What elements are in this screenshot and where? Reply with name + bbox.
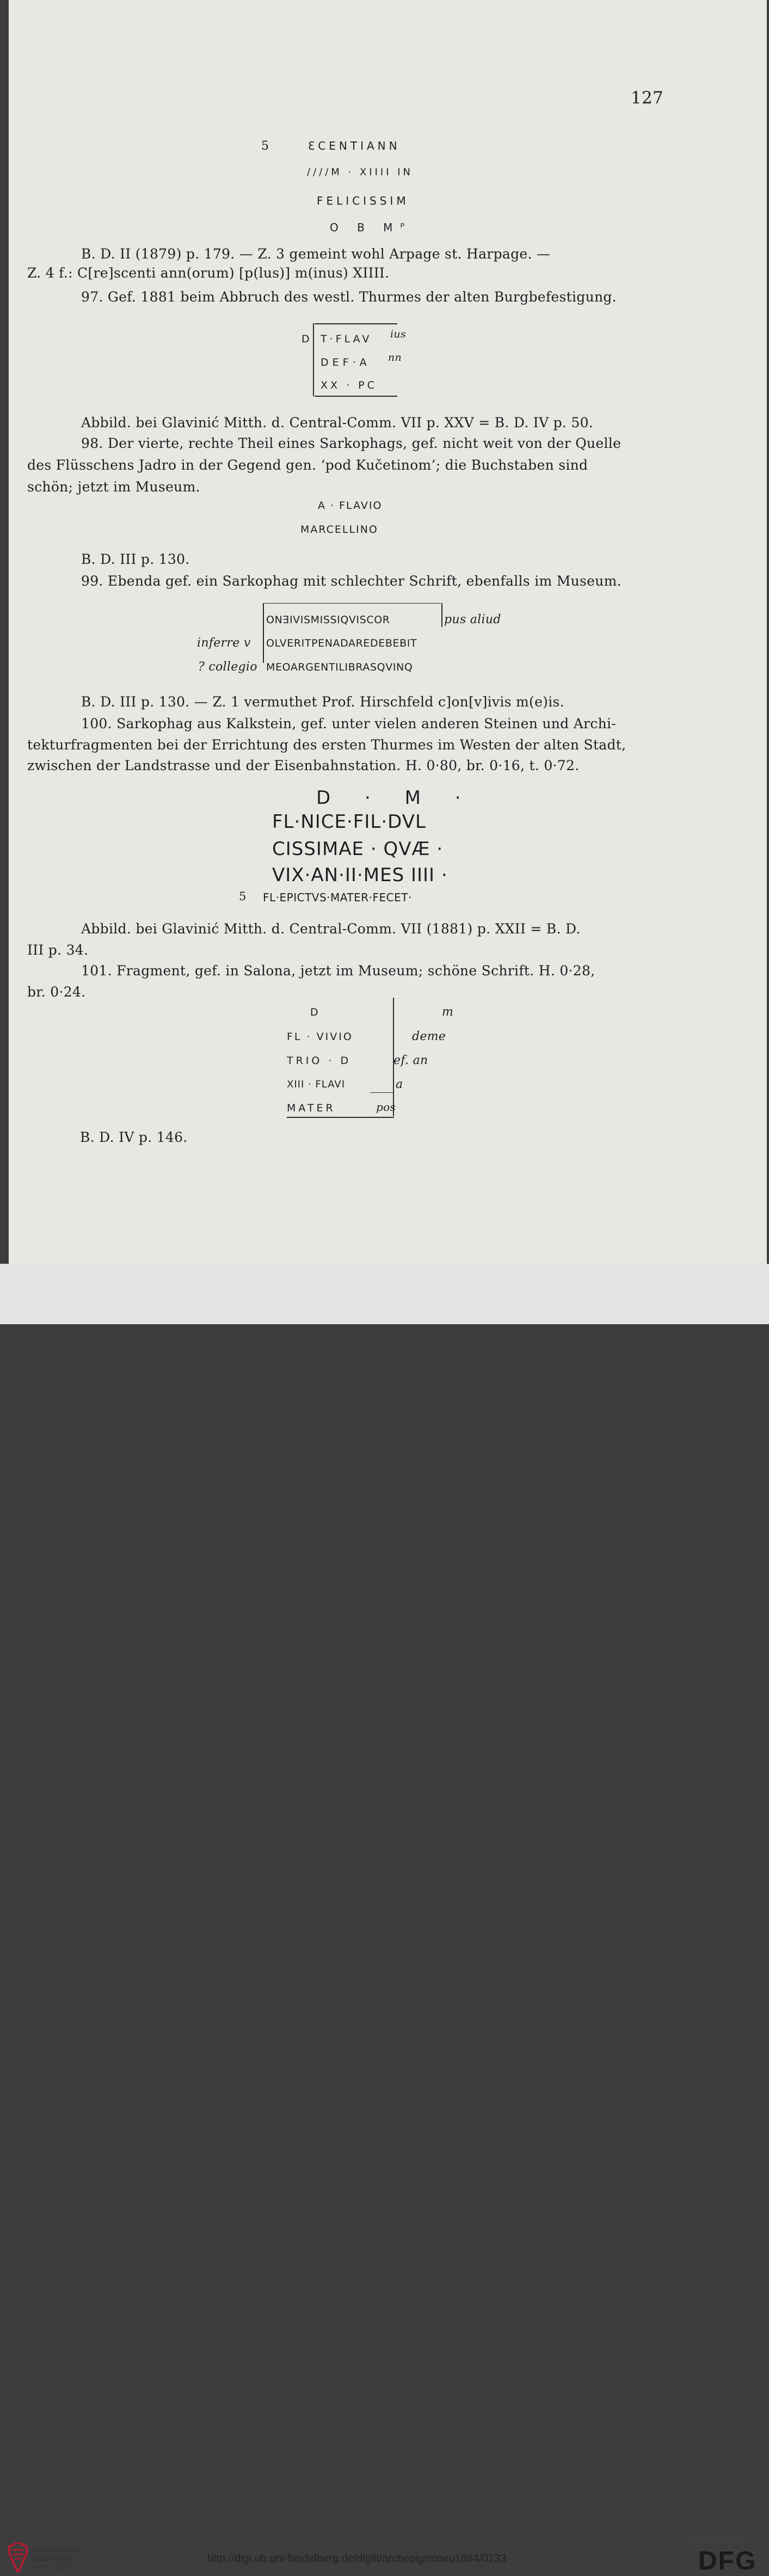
inscription-99-line-3-supplement: ? collegio xyxy=(198,660,257,674)
source-url-link[interactable]: http://digi.ub.uni-heidelberg.de/diglit/archepigrmoeu1884/0133 xyxy=(207,2553,507,2565)
inscription-96-line-1: ƐCENTIANN xyxy=(308,139,401,152)
abbild-100-line-2: III p. 34. xyxy=(27,942,89,958)
inscription-99-left-border xyxy=(263,603,264,663)
entry-100-line-3: zwischen der Landstrasse und der Eisenbahnstation. H. 0·80, br. 0·16, t. 0·72. xyxy=(27,758,580,773)
abbild-97: Abbild. bei Glavinić Mitth. d. Central-Comm. VII p. XXV = B. D. IV p. 50. xyxy=(81,415,594,431)
inscription-96-line-2: ////M · XIIII IN xyxy=(307,167,414,178)
library-name-line-3: HEIDELBERG xyxy=(32,2563,74,2571)
inscription-97-line-3: XX · PC xyxy=(321,379,377,391)
inscription-99-line-1: ONƎIVISMISSIQVISCOR xyxy=(266,614,390,626)
inscription-97-line-1: T·FLAV xyxy=(321,333,372,345)
inscription-98-line-1: A · FLAVIO xyxy=(318,500,383,512)
funded-by-label: gefördert durch die xyxy=(691,2536,746,2543)
library-logo-icon xyxy=(7,2542,29,2573)
inscription-100-line-1: D · M · xyxy=(316,787,475,809)
entry-101-line-1: 101. Fragment, gef. in Salona, jetzt im Museum; schöne Schrift. H. 0·28, xyxy=(81,963,595,979)
inscription-97-sup-2: nn xyxy=(388,352,402,364)
inscription-97-left-border xyxy=(313,323,314,396)
entry-98-line-3: schön; jetzt im Museum. xyxy=(27,479,200,495)
footer-bar xyxy=(0,1264,769,2575)
inscription-101-line-3-supplement: ef. an xyxy=(393,1054,428,1067)
inscription-101-line-5-supplement: pos xyxy=(376,1101,396,1114)
book-page xyxy=(9,0,767,1264)
citation-99: B. D. III p. 130. — Z. 1 vermuthet Prof. Hirschfeld c]on[v]ivis m(e)is. xyxy=(81,694,564,710)
library-name-line-1: UNIVERSITÄTS- xyxy=(32,2546,82,2554)
inscription-101-line-1-supplement: m xyxy=(442,1005,454,1019)
library-name-line-2: BIBLIOTHEK xyxy=(32,2555,72,2562)
inscription-101-supp-rule xyxy=(370,1092,394,1093)
inscription-97-bottom-border xyxy=(315,396,397,397)
inscription-100-line-2: FL·NICE·FIL·DVL xyxy=(272,811,426,833)
dfg-logo: DFG xyxy=(698,2547,757,2575)
inscription-101-line-4: XIII · FLAVI xyxy=(287,1079,346,1090)
entry-97: 97. Gef. 1881 beim Abbruch des westl. Thurmes der alten Burgbefestigung. xyxy=(81,289,617,305)
inscription-101-line-5: MATER xyxy=(287,1102,336,1114)
inscription-99-line-2: OLVERITPENADAREDEBEBIT xyxy=(266,637,417,649)
line-number: 5 xyxy=(261,139,269,153)
inscription-99-line-3: MEOARGENTILIBRASQVINQ xyxy=(266,661,413,673)
inscription-101-bottom-rule xyxy=(287,1117,394,1118)
entry-100-line-2: tekturfragmenten bei der Errichtung des ersten Thurmes im Westen der alten Stadt, xyxy=(27,737,626,753)
inscription-101-line-3: TRIO · D xyxy=(287,1055,352,1067)
inscription-97-sup-1: ius xyxy=(390,328,406,340)
entry-99: 99. Ebenda gef. ein Sarkophag mit schlechter Schrift, ebenfalls im Museum. xyxy=(81,573,622,589)
inscription-98-line-2: MARCELLINO xyxy=(300,524,378,536)
inscription-97-top-border xyxy=(315,323,397,324)
citation-101: B. D. IV p. 146. xyxy=(80,1129,188,1145)
inscription-97-line-2: DEF·A xyxy=(321,356,371,368)
entry-100-line-1: 100. Sarkophag aus Kalkstein, gef. unter vielen anderen Steinen und Archi- xyxy=(81,716,617,731)
page-number: 127 xyxy=(631,88,664,108)
inscription-99-top-rule xyxy=(264,603,441,604)
entry-101-line-2: br. 0·24. xyxy=(27,984,86,1000)
inscription-101-line-2: FL · VIVIO xyxy=(287,1031,353,1043)
citation-96-b: Z. 4 f.: C[re]scenti ann(orum) [p(lus)] m(inus) XIIII. xyxy=(27,265,390,281)
inscription-96-line-4: O B Mᴾ xyxy=(330,221,413,234)
inscription-99-line-1-supplement: pus aliud xyxy=(444,613,501,626)
inscription-101-line-2-supplement: deme xyxy=(412,1030,446,1043)
inscription-100-line-4: VIX·AN·II·MES IIII · xyxy=(272,864,448,886)
inscription-101-line-1: D xyxy=(310,1006,319,1018)
inscription-100-line-5: FL·EPICTVS·MATER·FECET· xyxy=(263,891,412,904)
entry-98-line-2: des Flüsschens Jadro in der Gegend gen. ‘pod Kučetinom’; die Buchstaben sind xyxy=(27,457,588,473)
citation-98: B. D. III p. 130. xyxy=(81,551,190,567)
line-number: 5 xyxy=(239,890,247,903)
abbild-100-line-1: Abbild. bei Glavinić Mitth. d. Central-Comm. VII (1881) p. XXII = B. D. xyxy=(81,921,581,937)
inscription-97-d: D xyxy=(302,333,311,345)
inscription-99-right-mark xyxy=(441,603,442,627)
citation-96-a: B. D. II (1879) p. 179. — Z. 3 gemeint wohl Arpage st. Harpage. — xyxy=(81,246,551,262)
inscription-101-line-4-supplement: a xyxy=(396,1078,403,1091)
entry-98-line-1: 98. Der vierte, rechte Theil eines Sarkophags, gef. nicht weit von der Quelle xyxy=(81,435,622,451)
inscription-96-line-3: FELICISSIM xyxy=(317,194,409,207)
inscription-99-line-2-supplement: inferre v xyxy=(197,636,251,650)
inscription-100-line-3: CISSIMAE · QVÆ · xyxy=(272,838,444,860)
